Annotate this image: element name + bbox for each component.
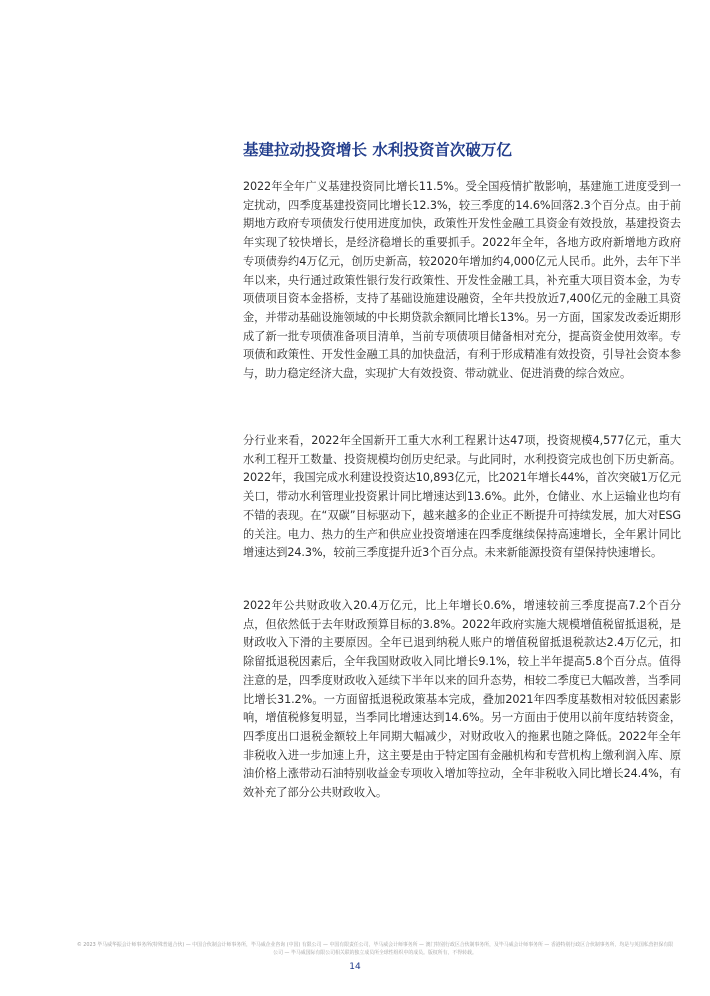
paragraph-sector-investment: 分行业来看，2022年全国新开工重大水利工程累计达47项，投资规模4,577亿元，重大水利工程开工数量、投资规模均创历史纪录。与此同时，水利投资完成也创下历史新高。2022年，我国完成水利建设投资达10,893亿元，比2021年增长44%，首次突破1万亿元关口，带动水利管理业投资累计同比增速达到13.6%。此外，仓储业、水上运输业也均有不错的表现。在“双碳”目标驱动下，越来越多的企业正不断提升可持续发展，加大对ESG的关注。电力、热力的生产和供应业投资增速在四季度继续保持高速增长，全年累计同比增速达到24.3%，较前三季度提升近3个百分点。未来新能源投资有望保持快速增长。 — [243, 434, 681, 560]
page-number: 14 — [349, 962, 361, 972]
copyright-footer: © 2023 毕马威华振会计师事务所(特殊普通合伙) — 中国合伙制会计师事务所，毕马威企业咨询 (中国) 有限公司 — 中国有限责任公司，毕马威会计师事务所 — 澳门特别行政区合伙制事务所，及毕马威会计师事务所 — 香港特别行政区合伙制事务所，均是与英国私营担保有限公司 — 毕马威国际有限公司相关联的独立成员所全球性组织中的成员。版权所有，不得转载。 — [76, 942, 674, 956]
section-heading: 基建拉动投资增长 水利投资首次破万亿 — [243, 141, 512, 159]
paragraph-fiscal-revenue: 2022年公共财政收入20.4万亿元，比上年增长0.6%，增速较前三季度提高7.2个百分点，但依然低于去年财政预算目标的3.8%。2022年政府实施大规模增值税留抵退税，是财政收入下滑的主要原因。全年已退到纳税人账户的增值税留抵退税款达2.4万亿元，扣除留抵退税因素后，全年我国财政收入同比增长9.1%，较上半年提高5.8个百分点。值得注意的是，四季度财政收入延续下半年以来的回升态势，相较二季度已大幅改善，当季同比增长31.2%。一方面留抵退税政策基本完成，叠加2021年四季度基数相对较低因素影响，增值税修复明显，当季同比增速达到14.6%。另一方面由于使用以前年度结转资金，四季度出口退税金额较上年同期大幅减少，对财政收入的拖累也随之降低。2022年全年非税收入进一步加速上升，这主要是由于特定国有金融机构和专营机构上缴利润入库、原油价格上涨带动石油特别收益金专项收入增加等拉动，全年非税收入同比增长24.4%，有效补充了部分公共财政收入。 — [243, 599, 681, 800]
paragraph-infrastructure-investment: 2022年全年广义基建投资同比增长11.5%。受全国疫情扩散影响，基建施工进度受到一定扰动，四季度基建投资同比增长12.3%，较三季度的14.6%回落2.3个百分点。由于前期地方政府专项债发行使用进度加快，政策性开发性金融工具资金有效投放，基建投资去年实现了较快增长，是经济稳增长的重要抓手。2022年全年，各地方政府新增地方政府专项债券约4万亿元，创历史新高，较2020年增加约4,000亿元人民币。此外，去年下半年以来，央行通过政策性银行发行政策性、开发性金融工具，补充重大项目资本金，为专项债项目资本金搭桥，支持了基础设施建设融资，全年共投放近7,400亿元的金融工具资金，并带动基础设施领域的中长期贷款余额同比增长13%。另一方面，国家发改委近期形成了新一批专项债准备项目清单，当前专项债项目储备相对充分，提高资金使用效率。专项债和政策性、开发性金融工具的加快盘活，有利于形成精准有效投资，引导社会资本参与，助力稳定经济大盘，实现扩大有效投资、带动就业、促进消费的综合效应。 — [243, 180, 681, 381]
